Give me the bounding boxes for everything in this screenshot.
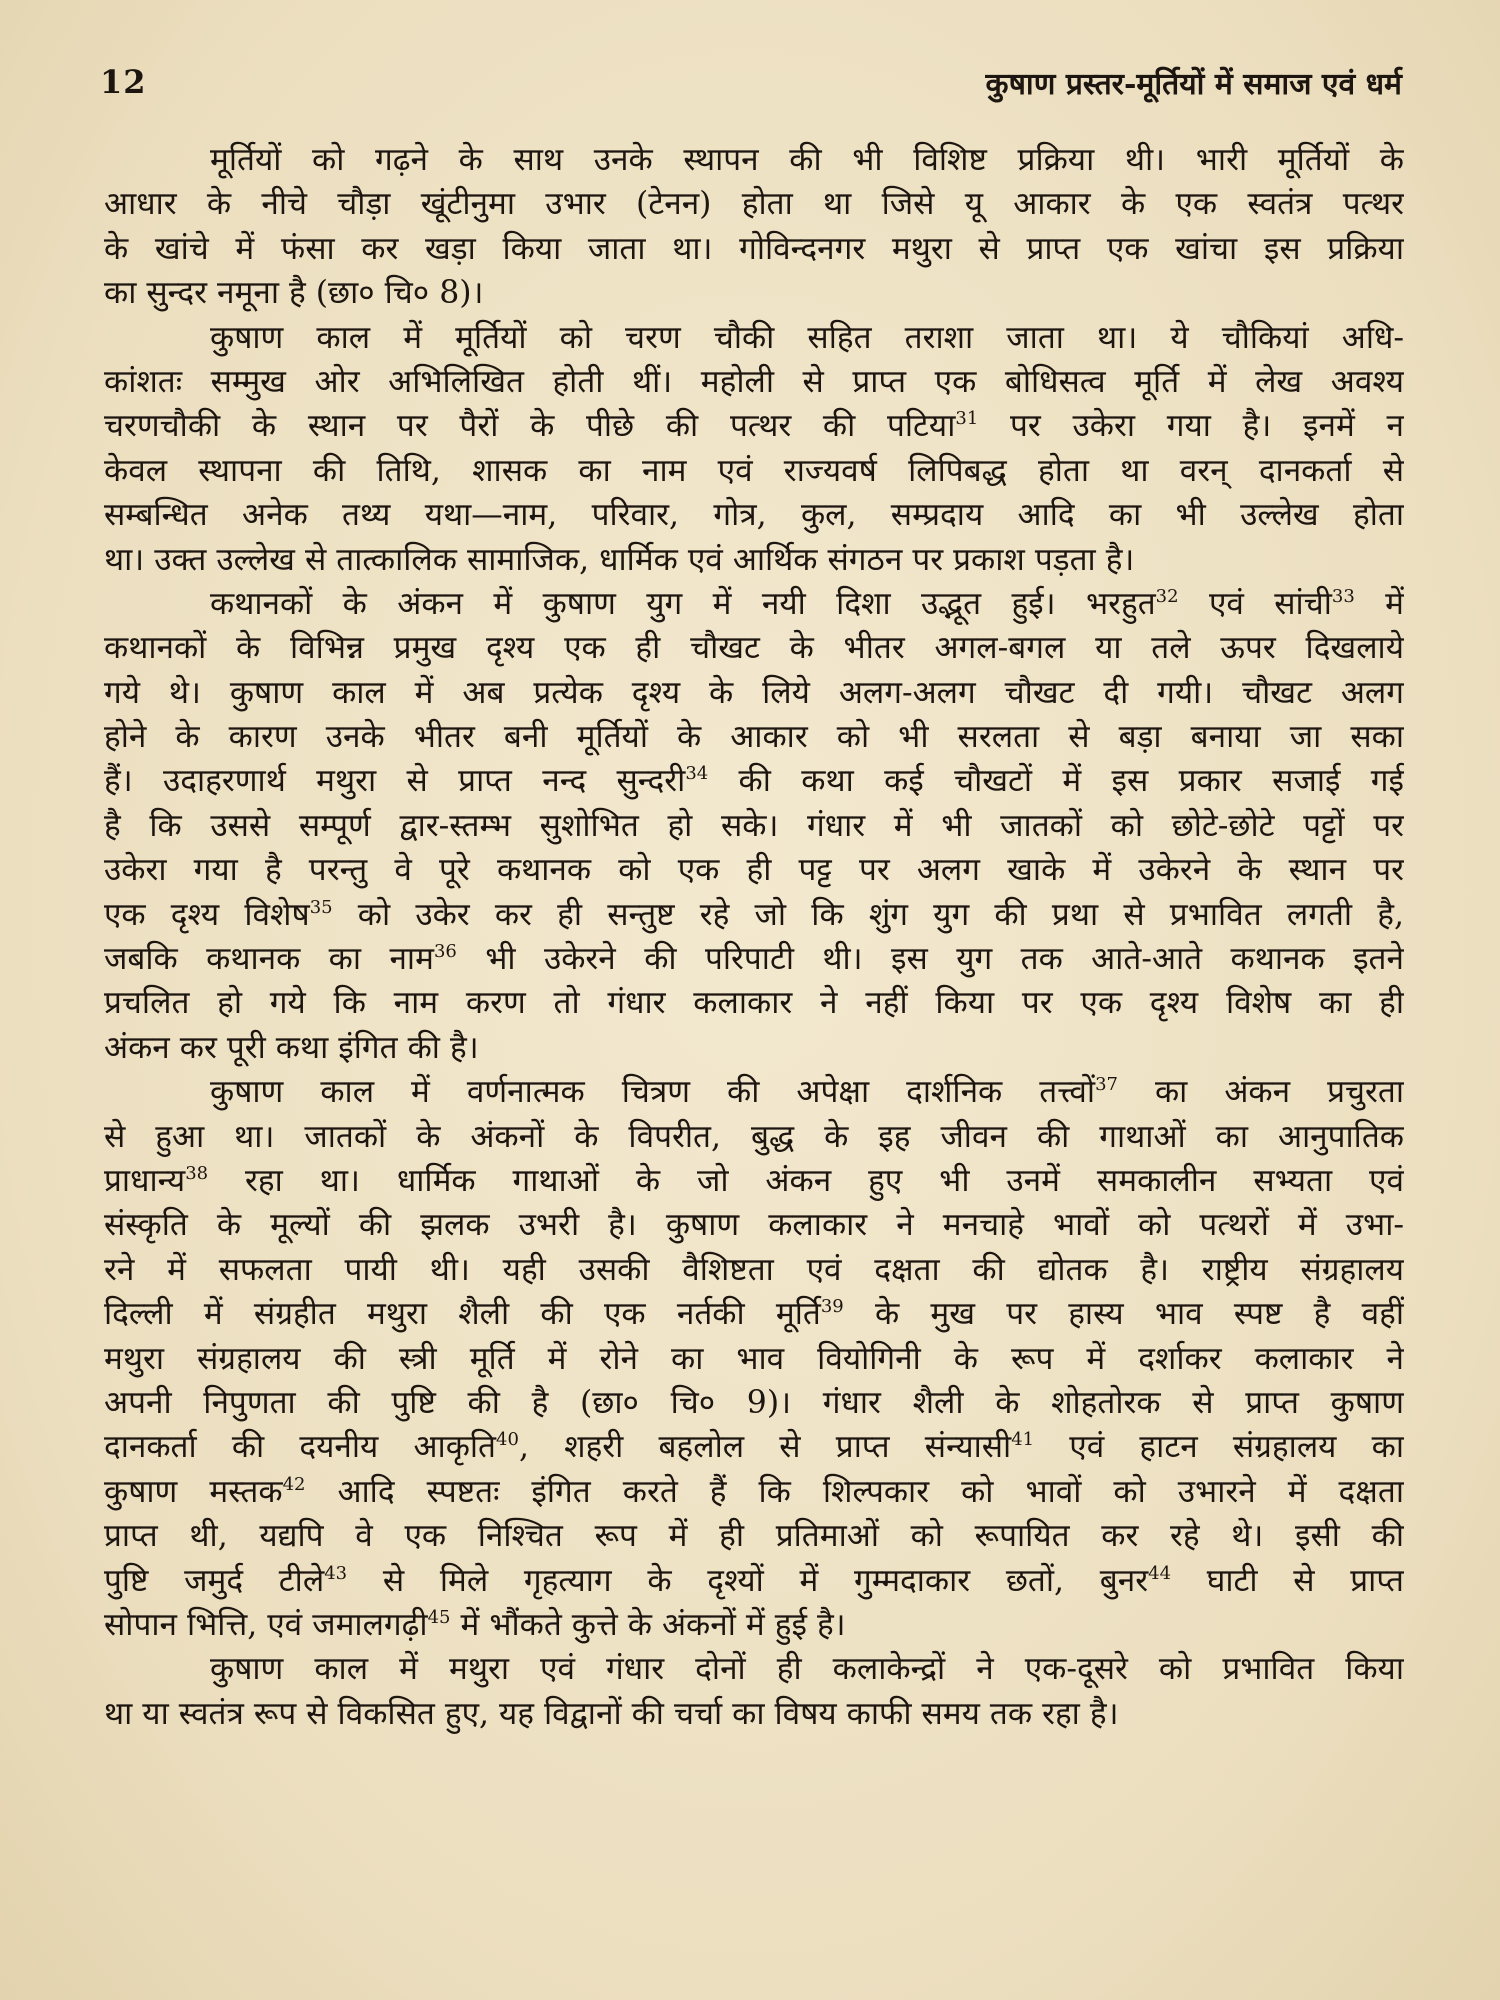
text-line: दानकर्ता की दयनीय आकृति$^{40}$, शहरी बहलोल से प्राप्त संन्यासी$^{41}$ एवं हाटन संग्रहालय का [104,1429,1404,1466]
text-line: चरणचौकी के स्थान पर पैरों के पीछे की पत्थर की पटिया$^{31}$ पर उकेरा गया है। इनमें न [104,408,1404,445]
text-line: जबकि कथानक का नाम$^{36}$ भी उकेरने की परिपाटी थी। इस युग तक आते-आते कथानक इतने [104,941,1404,978]
text-line: मथुरा संग्रहालय की स्त्री मूर्ति में रोने का भाव वियोगिनी के रूप में दर्शाकर कलाकार ने [104,1340,1404,1377]
text-line: कथानकों के अंकन में कुषाण युग में नयी दिशा उद्भूत हुई। भरहुत$^{32}$ एवं सांची$^{33}$ में [210,585,1404,622]
text-line: सोपान भित्ति, एवं जमालगढ़ी$^{45}$ में भौंकते कुत्ते के अंकनों में हुई है। [104,1606,846,1643]
text-line: गये थे। कुषाण काल में अब प्रत्येक दृश्य के लिये अलग-अलग चौखट दी गयी। चौखट अलग [104,674,1404,711]
text-line: आधार के नीचे चौड़ा खूंटीनुमा उभार (टेनन) होता था जिसे यू आकार के एक स्वतंत्र पत्थर [104,186,1404,223]
text-line: प्राधान्य$^{38}$ रहा था। धार्मिक गाथाओं के जो अंकन हुए भी उनमें समकालीन सभ्यता एवं [104,1162,1404,1199]
text-line: कांशतः सम्मुख ओर अभिलिखित होती थीं। महोली से प्राप्त एक बोधिसत्व मूर्ति में लेख अवश्य [104,363,1404,400]
text-line: अपनी निपुणता की पुष्टि की है (छा० चि० 9)। गंधार शैली के शोहतोरक से प्राप्त कुषाण [104,1384,1404,1421]
body-text [104,138,1404,1736]
text-line: रने में सफलता पायी थी। यही उसकी वैशिष्टता एवं दक्षता की द्योतक है। राष्ट्रीय संग्रहालय [104,1251,1404,1288]
text-line: उकेरा गया है परन्तु वे पूरे कथानक को एक ही पट्ट पर अलग खाके में उकेरने के स्थान पर [104,852,1404,889]
text-line: प्रचलित हो गये कि नाम करण तो गंधार कलाकार ने नहीं किया पर एक दृश्य विशेष का ही [104,985,1404,1022]
text-line: पुष्टि जमुर्द टीले$^{43}$ से मिले गृहत्याग के दृश्यों में गुम्मदाकार छतों, बुनर$^{44}$ घाटी से प्राप्त [104,1562,1404,1599]
page-number: 12 [100,63,147,101]
text-line: दिल्ली में संग्रहीत मथुरा शैली की एक नर्तकी मूर्ति$^{39}$ के मुख पर हास्य भाव स्पष्ट है वहीं [104,1296,1404,1333]
page-header [100,52,1402,112]
text-line: मूर्तियों को गढ़ने के साथ उनके स्थापन की भी विशिष्ट प्रक्रिया थी। भारी मूर्तियों के [210,142,1404,178]
text-line: अंकन कर पूरी कथा इंगित की है। [104,1029,479,1066]
text-line: के खांचे में फंसा कर खड़ा किया जाता था। गोविन्दनगर मथुरा से प्राप्त एक खांचा इस प्रक्रिया [104,230,1404,267]
text-line: का सुन्दर नमूना है (छा० चि० 8)। [104,275,484,312]
text-line: कुषाण काल में वर्णनात्मक चित्रण की अपेक्षा दार्शनिक तत्त्वों$^{37}$ का अंकन प्रचुरता [210,1074,1404,1111]
text-line: प्राप्त थी, यद्यपि वे एक निश्चित रूप में ही प्रतिमाओं को रूपायित कर रहे थे। इसी की [104,1518,1404,1555]
text-line: हैं। उदाहरणार्थ मथुरा से प्राप्त नन्द सुन्दरी$^{34}$ की कथा कई चौखटों में इस प्रकार सजाई गई [104,763,1404,800]
text-line: कुषाण काल में मथुरा एवं गंधार दोनों ही कलाकेन्द्रों ने एक-दूसरे को प्रभावित किया [210,1651,1404,1688]
text-line: संस्कृति के मूल्यों की झलक उभरी है। कुषाण कलाकार ने मनचाहे भावों को पत्थरों में उभा- [104,1207,1404,1244]
text-line: था या स्वतंत्र रूप से विकसित हुए, यह विद्वानों की चर्चा का विषय काफी समय तक रहा है। [104,1695,1119,1732]
text-line: कथानकों के विभिन्न प्रमुख दृश्य एक ही चौखट के भीतर अगल-बगल या तले ऊपर दिखलाये [104,630,1404,667]
text-line: एक दृश्य विशेष$^{35}$ को उकेर कर ही सन्तुष्ट रहे जो कि शुंग युग की प्रथा से प्रभावित लगती है, [104,896,1404,933]
text-line: केवल स्थापना की तिथि, शासक का नाम एवं राज्यवर्ष लिपिबद्ध होता था वरन् दानकर्ता से [104,452,1404,489]
running-title: कुषाण प्रस्तर-मूर्तियों में समाज एवं धर्म [985,66,1402,102]
text-line: है कि उससे सम्पूर्ण द्वार-स्तम्भ सुशोभित हो सके। गंधार में भी जातकों को छोटे-छोटे पट्टों पर [104,807,1404,844]
text-line: से हुआ था। जातकों के अंकनों के विपरीत, बुद्ध के इह जीवन की गाथाओं का आनुपातिक [104,1118,1404,1155]
text-line: होने के कारण उनके भीतर बनी मूर्तियों के आकार को भी सरलता से बड़ा बनाया जा सका [104,719,1404,756]
text-line: था। उक्त उल्लेख से तात्कालिक सामाजिक, धार्मिक एवं आर्थिक संगठन पर प्रकाश पड़ता है। [104,541,1135,578]
text-line: सम्बन्धित अनेक तथ्य यथा—नाम, परिवार, गोत्र, कुल, सम्प्रदाय आदि का भी उल्लेख होता [104,497,1404,534]
text-line: कुषाण काल में मूर्तियों को चरण चौकी सहित तराशा जाता था। ये चौकियां अधि- [210,319,1404,356]
text-line: कुषाण मस्तक$^{42}$ आदि स्पष्टतः इंगित करते हैं कि शिल्पकार को भावों को उभारने में दक्षता [104,1473,1404,1510]
